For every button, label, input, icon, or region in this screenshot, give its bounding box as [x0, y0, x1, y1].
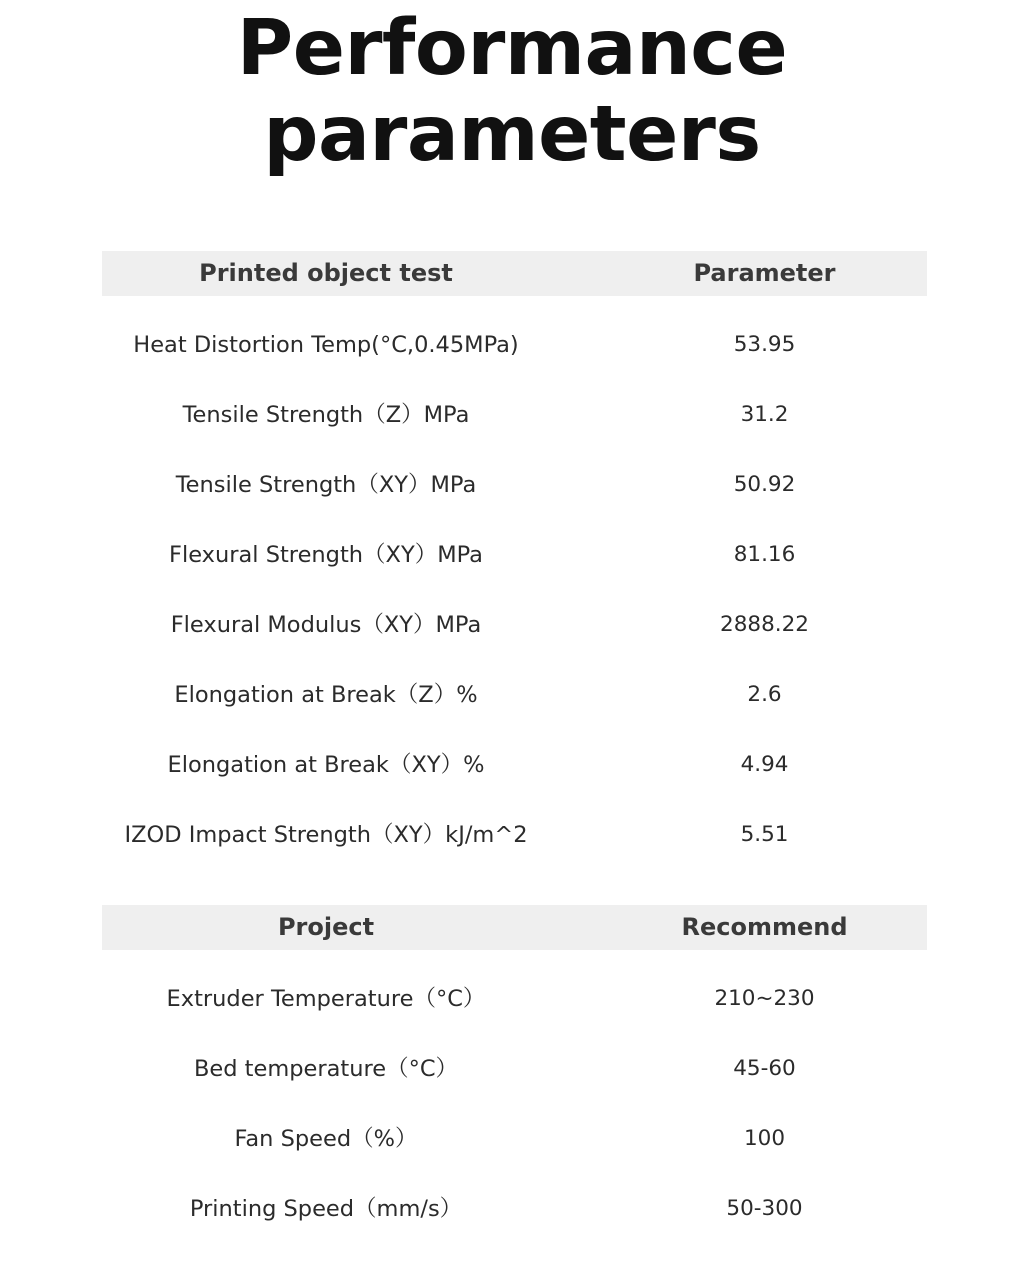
row-value: 2888.22: [720, 612, 809, 637]
row-value: 100: [743, 1126, 786, 1151]
column-header-parameter: Parameter: [693, 259, 836, 287]
test-parameters-table: [102, 251, 927, 870]
table-row: [102, 730, 927, 800]
row-label: Tensile Strength（XY）MPa: [175, 472, 477, 498]
table-row: [102, 1174, 927, 1244]
row-value: 50.92: [733, 472, 796, 497]
table-header: [102, 905, 927, 950]
column-header-test: Printed object test: [199, 259, 453, 287]
row-value: 2.6: [747, 682, 782, 707]
row-label: IZOD Impact Strength（XY）kJ/m^2: [124, 822, 528, 848]
table-row: [102, 1034, 927, 1104]
row-value: 4.94: [740, 752, 789, 777]
row-label: Heat Distortion Temp(°C,0.45MPa): [133, 332, 519, 358]
recommended-settings-table: [102, 905, 927, 1244]
row-label: Fan Speed（%）: [234, 1126, 418, 1152]
row-value: 53.95: [733, 332, 796, 357]
table-row: [102, 800, 927, 870]
page-title-line-2: parameters: [263, 90, 761, 179]
table-row: [102, 310, 927, 380]
page-title-line-1: Performance: [236, 4, 788, 93]
row-label: Flexural Modulus（XY）MPa: [170, 612, 482, 638]
column-header-recommend: Recommend: [681, 913, 848, 941]
column-header-project: Project: [277, 913, 375, 941]
row-value: 31.2: [740, 402, 789, 427]
row-value: 81.16: [733, 542, 796, 567]
row-value: 45-60: [733, 1056, 796, 1081]
table-row: [102, 964, 927, 1034]
table-row: [102, 660, 927, 730]
table-row: [102, 380, 927, 450]
row-label: Printing Speed（mm/s）: [189, 1196, 463, 1222]
row-label: Elongation at Break（XY）%: [167, 752, 485, 778]
row-label: Tensile Strength（Z）MPa: [182, 402, 470, 428]
row-value: 210~230: [714, 986, 815, 1011]
row-label: Bed temperature（°C）: [193, 1056, 459, 1082]
row-label: Extruder Temperature（°C）: [166, 986, 486, 1012]
table-row: [102, 1104, 927, 1174]
row-label: Flexural Strength（XY）MPa: [169, 542, 483, 568]
row-value: 5.51: [740, 822, 789, 847]
row-label: Elongation at Break（Z）%: [174, 682, 478, 708]
table-row: [102, 520, 927, 590]
table-row: [102, 590, 927, 660]
row-value: 50-300: [726, 1196, 803, 1221]
page-title: [0, 6, 1009, 178]
table-row: [102, 450, 927, 520]
table-header: [102, 251, 927, 296]
